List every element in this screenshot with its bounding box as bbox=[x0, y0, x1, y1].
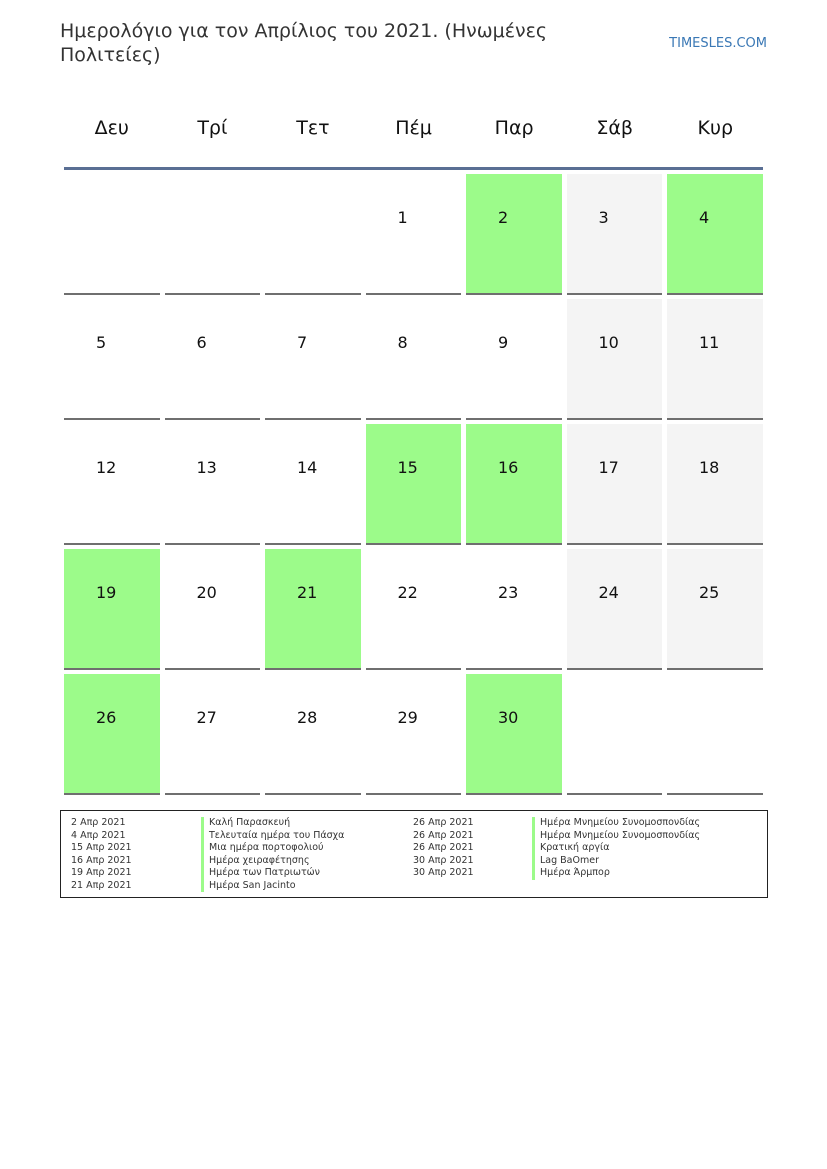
legend-holiday-name: Ημέρα Άρμπορ bbox=[532, 867, 700, 880]
day-cell[interactable] bbox=[265, 674, 361, 795]
day-cell[interactable] bbox=[567, 174, 663, 295]
day-cell[interactable] bbox=[567, 549, 663, 670]
holiday-legend bbox=[60, 810, 768, 898]
weekday-label: Δευ bbox=[94, 117, 129, 139]
day-number: 5 bbox=[96, 333, 107, 352]
day-number: 12 bbox=[96, 458, 117, 477]
legend-date: 30 Απρ 2021 bbox=[413, 854, 474, 866]
header-divider bbox=[64, 167, 763, 170]
day-cell[interactable] bbox=[667, 424, 763, 545]
day-number: 21 bbox=[297, 583, 318, 602]
weekday-label: Πέμ bbox=[395, 117, 432, 139]
legend-holiday-name: Ημέρα χειραφέτησης bbox=[201, 855, 344, 868]
legend-holiday-name: Μια ημέρα πορτοφολιού bbox=[201, 842, 344, 855]
weekday-header bbox=[64, 108, 763, 148]
week-row bbox=[64, 424, 763, 545]
day-number: 1 bbox=[397, 208, 408, 227]
empty-day-cell bbox=[567, 674, 663, 795]
day-number: 4 bbox=[699, 208, 710, 227]
day-number: 10 bbox=[598, 333, 619, 352]
legend-holiday-name: Κρατική αργία bbox=[532, 842, 700, 855]
day-number: 23 bbox=[498, 583, 519, 602]
day-cell[interactable] bbox=[165, 674, 261, 795]
legend-names-right bbox=[532, 817, 700, 880]
week-row bbox=[64, 549, 763, 670]
day-cell[interactable] bbox=[165, 299, 261, 420]
holiday-day-cell[interactable] bbox=[265, 549, 361, 670]
holiday-day-cell[interactable] bbox=[466, 424, 562, 545]
weekday-label: Τρί bbox=[197, 117, 228, 139]
legend-date: 19 Απρ 2021 bbox=[71, 867, 132, 878]
calendar-grid bbox=[64, 108, 763, 799]
day-cell[interactable] bbox=[64, 424, 160, 545]
day-number: 22 bbox=[397, 583, 418, 602]
day-number: 30 bbox=[498, 708, 519, 727]
legend-holiday-name: Ημέρα Μνημείου Συνομοσπονδίας bbox=[532, 817, 700, 830]
day-number: 20 bbox=[196, 583, 217, 602]
legend-dates-left bbox=[71, 817, 132, 892]
day-cell[interactable] bbox=[567, 299, 663, 420]
day-cell[interactable] bbox=[64, 299, 160, 420]
day-number: 9 bbox=[498, 333, 509, 352]
empty-day-cell bbox=[165, 174, 261, 295]
legend-date: 2 Απρ 2021 bbox=[71, 817, 126, 828]
legend-date: 26 Απρ 2021 bbox=[413, 829, 474, 841]
weekday-label: Παρ bbox=[494, 117, 534, 139]
day-number: 18 bbox=[699, 458, 720, 477]
week-row bbox=[64, 674, 763, 795]
day-cell[interactable] bbox=[466, 299, 562, 420]
day-number: 25 bbox=[699, 583, 720, 602]
holiday-day-cell[interactable] bbox=[667, 174, 763, 295]
empty-day-cell bbox=[265, 174, 361, 295]
day-number: 13 bbox=[196, 458, 217, 477]
legend-dates-right bbox=[413, 817, 474, 880]
day-cell[interactable] bbox=[265, 424, 361, 545]
holiday-day-cell[interactable] bbox=[366, 424, 462, 545]
week-row bbox=[64, 299, 763, 420]
brand-link[interactable]: TIMESLES.COM bbox=[669, 36, 767, 51]
day-number: 17 bbox=[598, 458, 619, 477]
day-number: 2 bbox=[498, 208, 509, 227]
legend-holiday-name: Ημέρα Μνημείου Συνομοσπονδίας bbox=[532, 830, 700, 843]
legend-date: 15 Απρ 2021 bbox=[71, 842, 132, 853]
weekday-label: Κυρ bbox=[697, 117, 734, 139]
legend-date: 21 Απρ 2021 bbox=[71, 879, 132, 891]
day-number: 7 bbox=[297, 333, 308, 352]
day-number: 26 bbox=[96, 708, 117, 727]
day-cell[interactable] bbox=[165, 424, 261, 545]
empty-day-cell bbox=[64, 174, 160, 295]
legend-date: 4 Απρ 2021 bbox=[71, 829, 126, 841]
day-cell[interactable] bbox=[265, 299, 361, 420]
legend-date: 26 Απρ 2021 bbox=[413, 817, 474, 828]
day-cell[interactable] bbox=[667, 549, 763, 670]
day-cell[interactable] bbox=[366, 174, 462, 295]
day-number: 29 bbox=[397, 708, 418, 727]
day-number: 27 bbox=[196, 708, 217, 727]
day-number: 19 bbox=[96, 583, 117, 602]
day-number: 16 bbox=[498, 458, 519, 477]
day-cell[interactable] bbox=[466, 549, 562, 670]
day-cell[interactable] bbox=[366, 549, 462, 670]
holiday-day-cell[interactable] bbox=[64, 549, 160, 670]
legend-holiday-name: Ημέρα San Jacinto bbox=[201, 880, 344, 893]
day-number: 15 bbox=[397, 458, 418, 477]
weekday-label: Σάβ bbox=[596, 117, 633, 139]
day-number: 28 bbox=[297, 708, 318, 727]
legend-holiday-name: Ημέρα των Πατριωτών bbox=[201, 867, 344, 880]
day-cell[interactable] bbox=[366, 674, 462, 795]
legend-date: 30 Απρ 2021 bbox=[413, 867, 474, 878]
holiday-day-cell[interactable] bbox=[466, 674, 562, 795]
day-cell[interactable] bbox=[165, 549, 261, 670]
week-row bbox=[64, 174, 763, 295]
day-number: 8 bbox=[397, 333, 408, 352]
holiday-day-cell[interactable] bbox=[64, 674, 160, 795]
legend-date: 16 Απρ 2021 bbox=[71, 854, 132, 866]
day-number: 6 bbox=[196, 333, 207, 352]
legend-holiday-name: Καλή Παρασκευή bbox=[201, 817, 344, 830]
page-title: Ημερολόγιο για τον Απρίλιος του 2021. (Ηνωμένες Πολιτείες) bbox=[60, 20, 548, 66]
day-number: 14 bbox=[297, 458, 318, 477]
day-number: 11 bbox=[699, 333, 720, 352]
day-number: 24 bbox=[598, 583, 619, 602]
legend-date: 26 Απρ 2021 bbox=[413, 842, 474, 853]
legend-holiday-name: Τελευταία ημέρα του Πάσχα bbox=[201, 830, 344, 843]
legend-holiday-name: Lag BaOmer bbox=[532, 855, 700, 868]
legend-names-left bbox=[201, 817, 344, 892]
day-cell[interactable] bbox=[366, 299, 462, 420]
weeks-container bbox=[64, 174, 763, 795]
weekday-label: Τετ bbox=[296, 117, 330, 139]
day-cell[interactable] bbox=[667, 299, 763, 420]
empty-day-cell bbox=[667, 674, 763, 795]
day-number: 3 bbox=[598, 208, 609, 227]
day-cell[interactable] bbox=[567, 424, 663, 545]
holiday-day-cell[interactable] bbox=[466, 174, 562, 295]
